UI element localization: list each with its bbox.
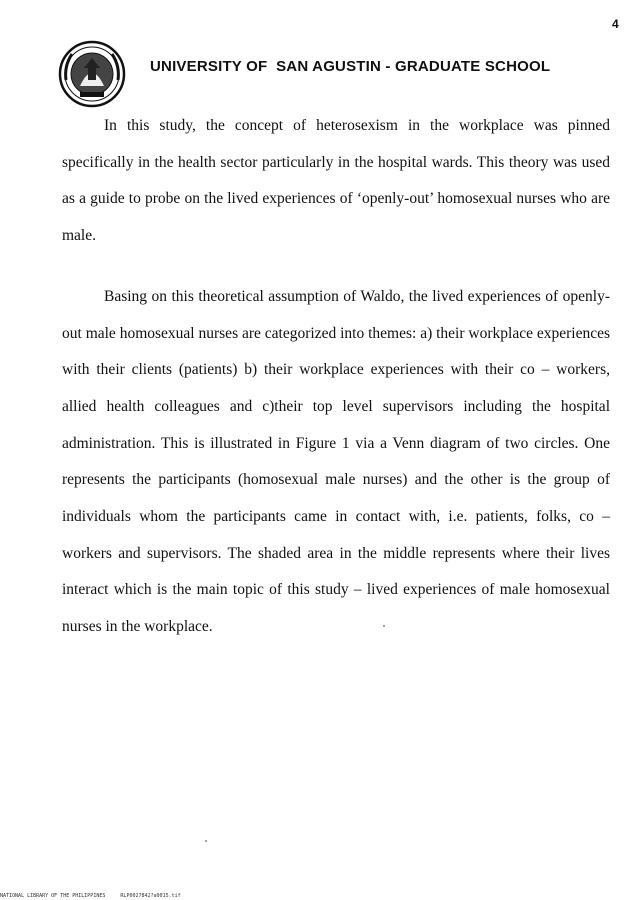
- footer-stamp: [0, 893, 181, 899]
- paragraph: Basing on this theoretical assumption of Waldo, the lived experiences of openly-out male homosexual nurses are categorized into themes: a) their workplace experiences with their clients (patients) b) their workplace experiences with their co – workers, allied health colleagues and c)their top level supervisors including the hospital administration. This is illustrated in Figure 1 via a Venn diagram of two circles. One represents the participants (homosexual male nurses) and the other is the group of individuals whom the participants came in contact with, i.e. patients, folks, co – workers and supervisors. The shaded area in the middle represents where their lives interact which is the main topic of this study – lived experiences of male homosexual nurses in the workplace.: [62, 287, 610, 636]
- page-number: 4: [612, 17, 619, 31]
- footer-library: NATIONAL LIBRARY OF THE PHILIPPINES: [0, 893, 106, 899]
- university-seal-icon: [58, 40, 126, 108]
- paragraph: In this study, the concept of heterosexism in the workplace was pinned specifically in the health sector particularly in the hospital wards. This theory was used as a guide to probe on the lived experiences of ‘openly-out’ homosexual nurses who are male.: [62, 117, 610, 245]
- body-text: [62, 108, 610, 646]
- footer-code: RLP0027842?a0015.tif: [120, 893, 181, 899]
- scan-speck: [383, 625, 385, 627]
- header-title: UNIVERSITY OF SAN AGUSTIN - GRADUATE SCHOOL: [150, 58, 551, 75]
- scan-speck: [205, 840, 207, 842]
